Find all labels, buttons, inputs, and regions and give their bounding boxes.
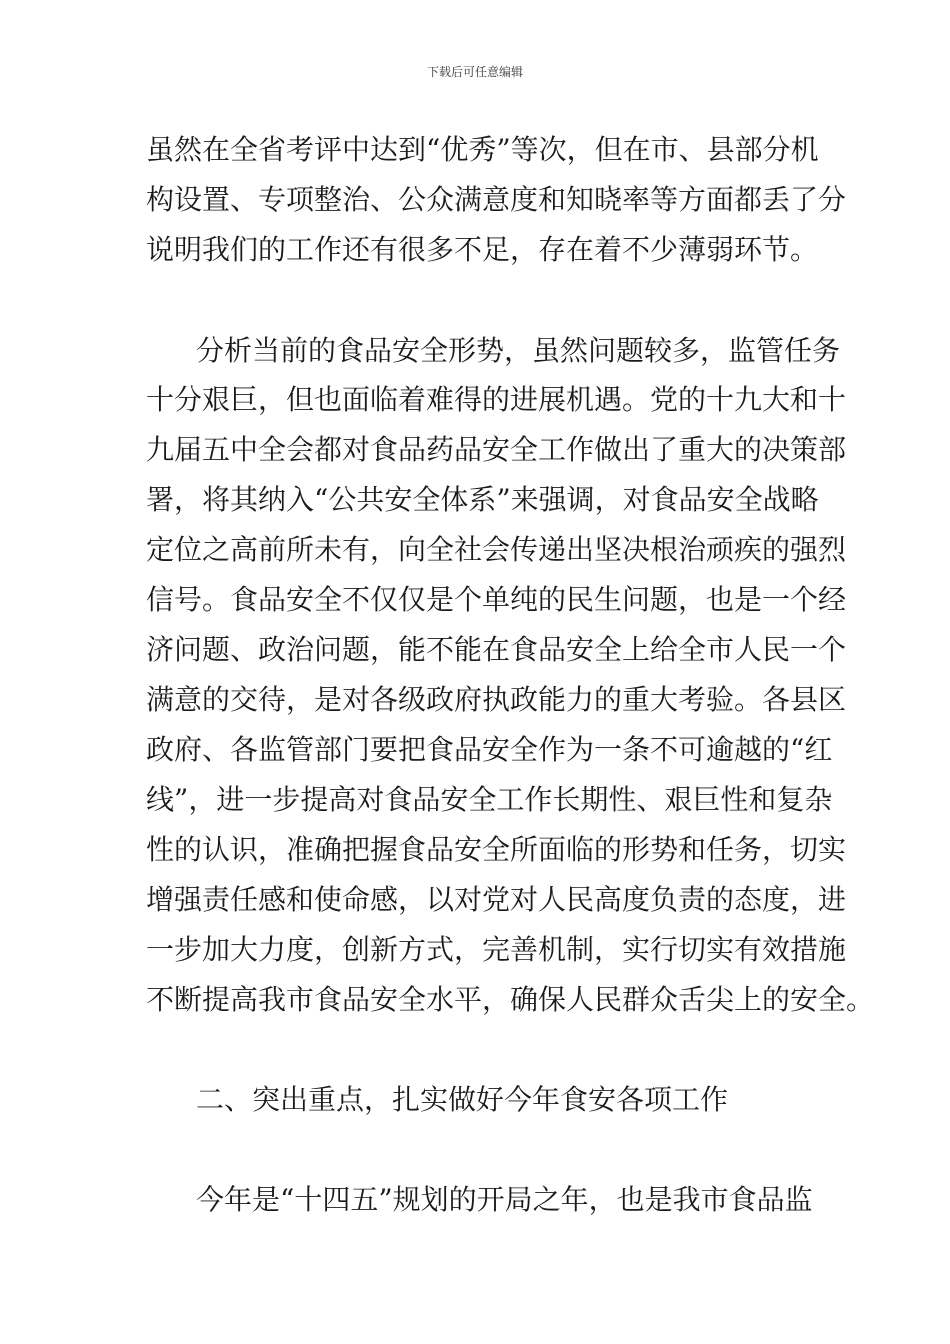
text-line: 政府、各监管部门要把食品安全作为一条不可逾越的“红	[146, 733, 833, 766]
text-line: 今年是“十四五”规划的开局之年，也是我市食品监	[196, 1183, 813, 1216]
text-line: 九届五中全会都对食品药品安全工作做出了重大的决策部	[146, 433, 847, 466]
text-line: 满意的交待，是对各级政府执政能力的重大考验。各县区	[146, 683, 847, 716]
text-line: 十分艰巨，但也面临着难得的进展机遇。党的十九大和十	[146, 383, 847, 416]
text-line: 分析当前的食品安全形势，虽然问题较多，监管任务	[196, 334, 841, 367]
text-line: 署，将其纳入“公共安全体系”来强调，对食品安全战略	[146, 483, 819, 516]
text-line: 虽然在全省考评中达到“优秀”等次，但在市、县部分机	[146, 133, 819, 166]
text-line: 定位之高前所未有，向全社会传递出坚决根治顽疾的强烈	[146, 533, 847, 566]
text-line: 不断提高我市食品安全水平，确保人民群众舌尖上的安全。	[146, 983, 875, 1016]
section-heading-text: 二、突出重点，扎实做好今年食安各项工作	[196, 1083, 729, 1116]
text-line: 济问题、政治问题，能不能在食品安全上给全市人民一个	[146, 633, 847, 666]
text-line: 说明我们的工作还有很多不足，存在着不少薄弱环节。	[146, 233, 819, 266]
text-line: 信号。食品安全不仅仅是个单纯的民生问题，也是一个经	[146, 583, 847, 616]
page-header: 下载后可任意编辑	[426, 65, 523, 79]
text-line: 增强责任感和使命感，以对党对人民高度负责的态度，进	[146, 883, 847, 916]
text-line: 性的认识，准确把握食品安全所面临的形势和任务，切实	[146, 833, 847, 866]
text-line: 线”，进一步提高对食品安全工作长期性、艰巨性和复杂	[146, 783, 833, 816]
text-line: 一步加大力度，创新方式，完善机制，实行切实有效措施	[146, 933, 847, 966]
text-line: 构设置、专项整治、公众满意度和知晓率等方面都丢了分	[146, 183, 847, 216]
